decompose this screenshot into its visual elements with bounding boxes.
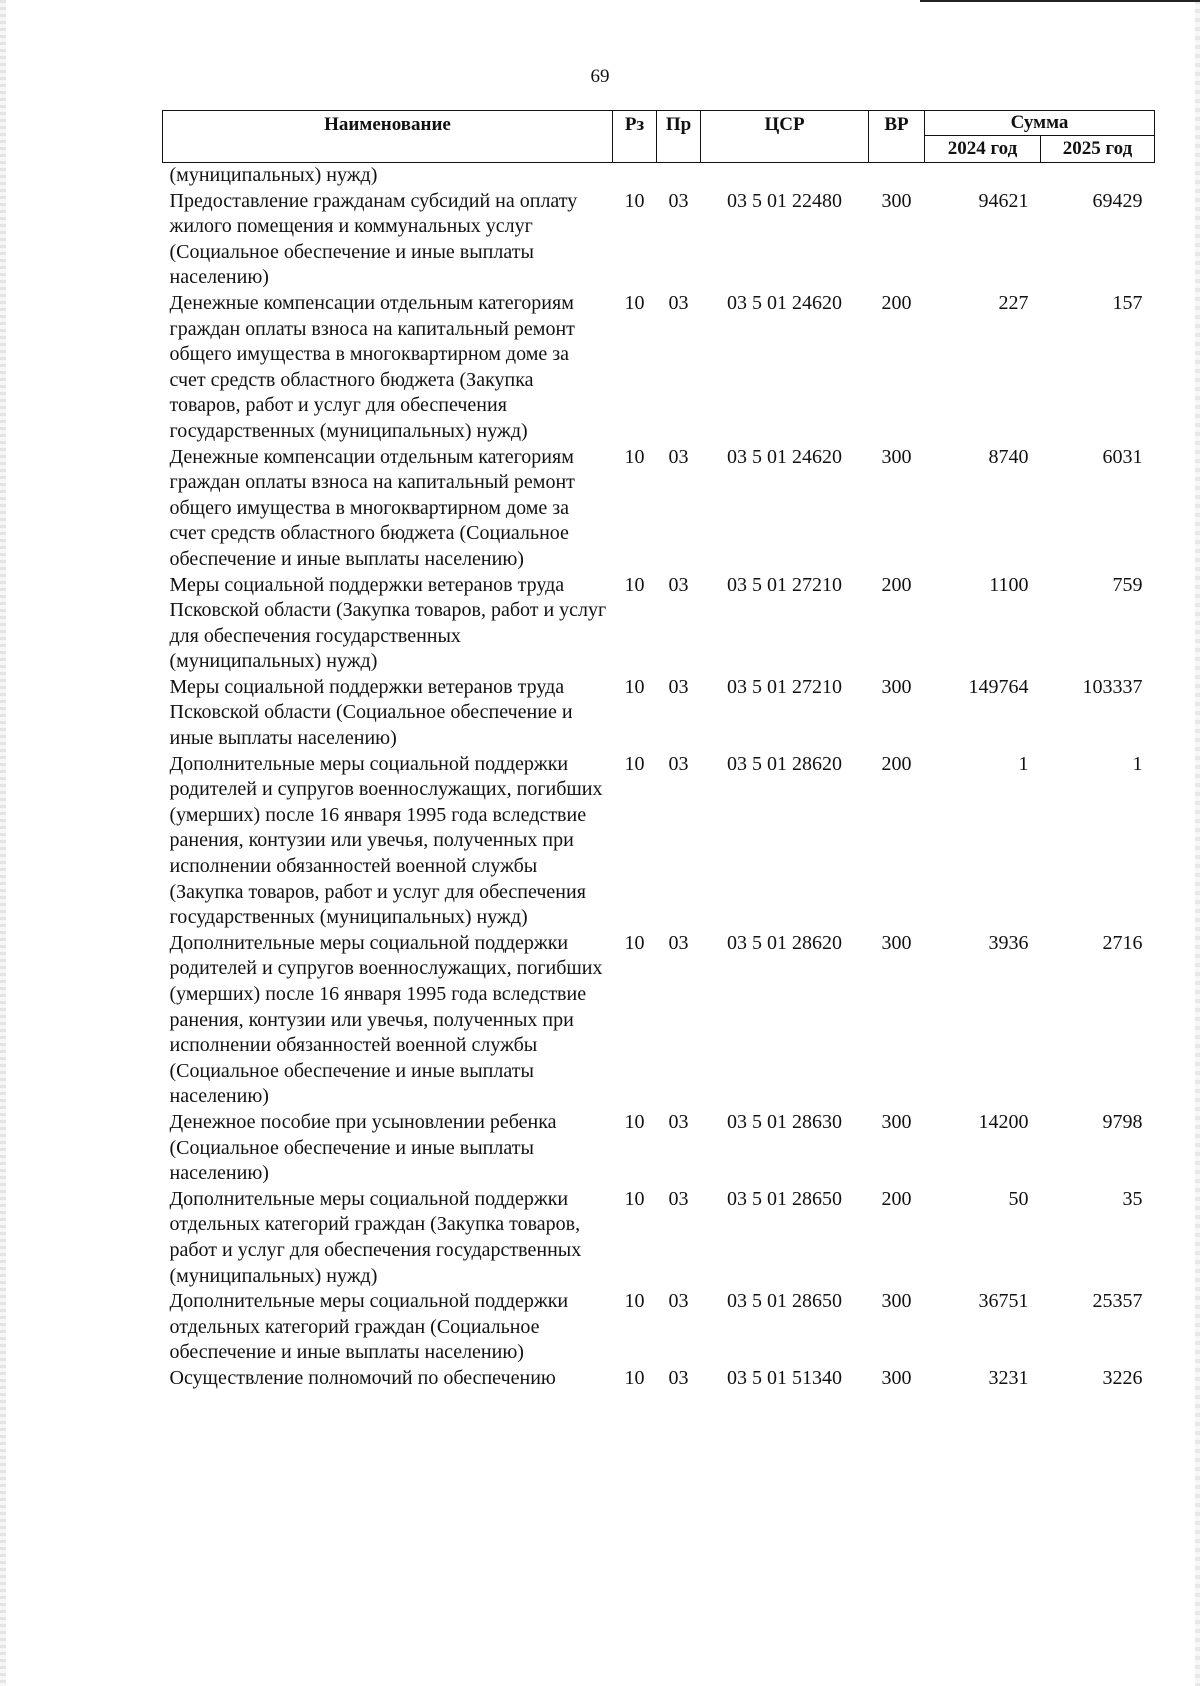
row-rz: 10 — [624, 291, 645, 314]
table-row — [163, 1110, 1155, 1187]
row-sum-2024: 1100 — [989, 573, 1029, 596]
row-vr: 300 — [881, 1110, 912, 1133]
row-rz: 10 — [624, 675, 645, 698]
row-sum-2025: 25357 — [1092, 1290, 1143, 1313]
scan-top-rule — [920, 0, 1200, 2]
row-rz: 10 — [624, 752, 645, 775]
row-csr: 03 5 01 27210 — [727, 573, 842, 596]
row-sum-2025: 2716 — [1102, 931, 1143, 954]
row-sum-2024: 227 — [998, 291, 1029, 314]
row-sum-2025: 35 — [1122, 1187, 1143, 1210]
row-pr: 03 — [668, 1187, 689, 1210]
table-body — [163, 163, 1155, 1392]
row-pr: 03 — [668, 445, 689, 468]
continuation-text: (муниципальных) нужд) — [169, 164, 378, 186]
row-sum-2025: 6031 — [1102, 445, 1143, 468]
row-sum-2025: 759 — [1112, 573, 1143, 596]
row-sum-2024: 36751 — [978, 1290, 1029, 1313]
row-csr: 03 5 01 28650 — [727, 1187, 842, 1210]
row-rz: 10 — [624, 1290, 645, 1313]
table-row — [163, 291, 1155, 445]
header-name: Наименование — [163, 111, 613, 163]
row-csr: 03 5 01 24620 — [727, 291, 842, 314]
table-row — [163, 1187, 1155, 1289]
scan-edge-right — [1195, 0, 1200, 1686]
row-name: Меры социальной поддержки ветеранов труда Псковской области (Социальное обеспечение и иные выплаты населению) — [169, 675, 573, 750]
row-sum-2025: 69429 — [1092, 189, 1143, 212]
row-vr: 200 — [881, 1187, 912, 1210]
row-name: Предоставление гражданам субсидий на оплату жилого помещения и коммунальных услуг (Социальное обеспечение и иные выплаты населению) — [169, 189, 578, 289]
row-name: Дополнительные меры социальной поддержки родителей и супругов военнослужащих, погибших (умерших) после 16 января 1995 года вследствие ранения, контузии или увечья, полученных при исполнении обязанностей военной службы (Закупка товаров, работ и услуг для обеспечения государственных (муниципальных) нужд) — [169, 752, 603, 929]
header-rz: Рз — [613, 111, 657, 163]
row-rz: 10 — [624, 931, 645, 954]
row-sum-2025: 157 — [1112, 291, 1143, 314]
table-header — [163, 111, 1155, 163]
header-sum: Сумма — [925, 111, 1155, 136]
row-sum-2024: 50 — [1008, 1187, 1029, 1210]
table-row — [163, 675, 1155, 752]
budget-table — [162, 110, 1155, 1392]
header-vr: ВР — [869, 111, 925, 163]
row-rz: 10 — [624, 1366, 645, 1389]
row-vr: 300 — [881, 1366, 912, 1389]
row-csr: 03 5 01 28650 — [727, 1290, 842, 1313]
row-csr: 03 5 01 22480 — [727, 189, 842, 212]
row-pr: 03 — [668, 1366, 689, 1389]
row-sum-2024: 8740 — [988, 445, 1029, 468]
row-pr: 03 — [668, 675, 689, 698]
row-vr: 300 — [881, 931, 912, 954]
header-year-2025: 2025 год — [1041, 136, 1155, 163]
row-pr: 03 — [668, 291, 689, 314]
row-rz: 10 — [624, 445, 645, 468]
row-sum-2024: 14200 — [978, 1110, 1029, 1133]
row-csr: 03 5 01 24620 — [727, 445, 842, 468]
header-pr: Пр — [657, 111, 701, 163]
row-vr: 300 — [881, 675, 912, 698]
row-name: Меры социальной поддержки ветеранов труда Псковской области (Закупка товаров, работ и услуг для обеспечения государственных (муниципальных) нужд) — [169, 573, 607, 673]
table-row — [163, 752, 1155, 931]
row-csr: 03 5 01 28620 — [727, 752, 842, 775]
row-name: Денежные компенсации отдельным категориям граждан оплаты взноса на капитальный ремонт общего имущества в многоквартирном доме за счет средств областного бюджета (Закупка товаров, работ и услуг для обеспечения государственных (муниципальных) нужд) — [169, 291, 575, 442]
row-vr: 300 — [881, 445, 912, 468]
row-sum-2025: 3226 — [1102, 1366, 1143, 1389]
row-sum-2024: 1 — [1018, 752, 1029, 775]
row-vr: 300 — [881, 1290, 912, 1313]
page-number: 69 — [590, 66, 610, 87]
row-pr: 03 — [668, 1110, 689, 1133]
row-pr: 03 — [668, 931, 689, 954]
row-vr: 200 — [881, 291, 912, 314]
row-csr: 03 5 01 27210 — [727, 675, 842, 698]
row-pr: 03 — [668, 573, 689, 596]
continuation-row — [163, 163, 1155, 189]
table-row — [163, 1289, 1155, 1366]
row-name: Дополнительные меры социальной поддержки отдельных категорий граждан (Социальное обеспечение и иные выплаты населению) — [169, 1290, 569, 1364]
table-row — [163, 189, 1155, 291]
row-name: Осуществление полномочий по обеспечению — [169, 1366, 556, 1389]
row-name: Денежное пособие при усыновлении ребенка (Социальное обеспечение и иные выплаты населению) — [169, 1110, 557, 1185]
row-pr: 03 — [668, 752, 689, 775]
row-name: Дополнительные меры социальной поддержки родителей и супругов военнослужащих, погибших (умерших) после 16 января 1995 года вследствие ранения, контузии или увечья, полученных при исполнении обязанностей военной службы (Социальное обеспечение и иные выплаты населению) — [169, 931, 603, 1108]
row-sum-2024: 3936 — [988, 931, 1029, 954]
header-csr: ЦСР — [701, 111, 869, 163]
row-sum-2024: 3231 — [988, 1366, 1029, 1389]
row-sum-2025: 9798 — [1102, 1110, 1143, 1133]
table-row — [163, 445, 1155, 573]
table-row — [163, 931, 1155, 1110]
row-sum-2024: 94621 — [978, 189, 1029, 212]
row-sum-2024: 149764 — [968, 675, 1029, 698]
row-sum-2025: 103337 — [1082, 675, 1143, 698]
row-rz: 10 — [624, 189, 645, 212]
row-name: Дополнительные меры социальной поддержки отдельных категорий граждан (Закупка товаров, работ и услуг для обеспечения государственных (муниципальных) нужд) — [169, 1187, 582, 1287]
table-row — [163, 573, 1155, 675]
row-sum-2025: 1 — [1132, 752, 1143, 775]
row-name: Денежные компенсации отдельным категориям граждан оплаты взноса на капитальный ремонт общего имущества в многоквартирном доме за счет средств областного бюджета (Социальное обеспечение и иные выплаты населению) — [169, 445, 575, 570]
row-csr: 03 5 01 28620 — [727, 931, 842, 954]
row-vr: 200 — [881, 573, 912, 596]
row-vr: 300 — [881, 189, 912, 212]
row-vr: 200 — [881, 752, 912, 775]
table-row — [163, 1366, 1155, 1392]
header-year-2024: 2024 год — [925, 136, 1041, 163]
row-pr: 03 — [668, 1290, 689, 1313]
row-rz: 10 — [624, 1110, 645, 1133]
row-csr: 03 5 01 28630 — [727, 1110, 842, 1133]
row-csr: 03 5 01 51340 — [727, 1366, 842, 1389]
row-rz: 10 — [624, 1187, 645, 1210]
row-rz: 10 — [624, 573, 645, 596]
scan-edge-left — [0, 0, 6, 1686]
row-pr: 03 — [668, 189, 689, 212]
